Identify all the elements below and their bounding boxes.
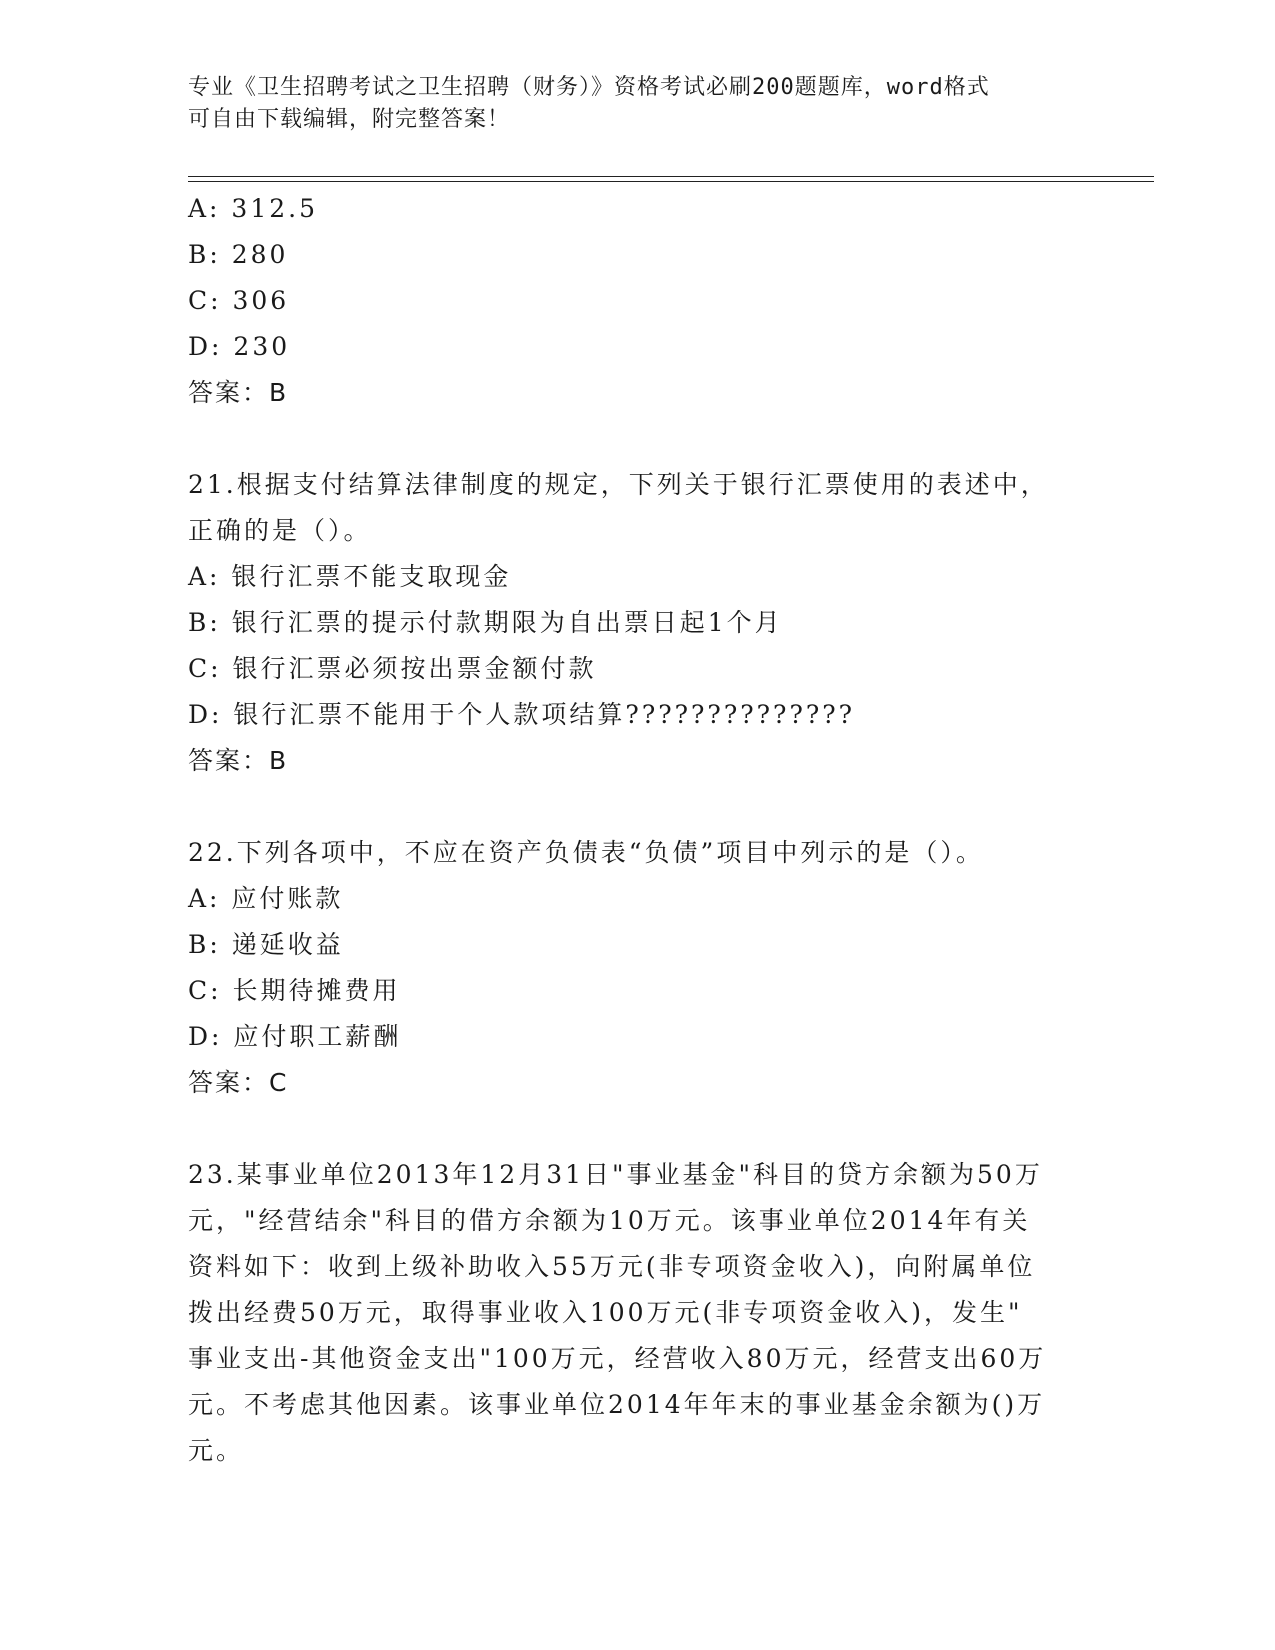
- option-c: C: 306: [188, 286, 290, 315]
- option-d: D: 银行汇票不能用于个人款项结算??????????????: [188, 700, 856, 729]
- option-d: D: 应付职工薪酬: [188, 1022, 402, 1051]
- question-list: [188, 186, 1088, 1474]
- answer-line: 答案：B: [188, 746, 289, 775]
- question-block-21: [188, 462, 1088, 784]
- option-a: A: 312.5: [188, 194, 318, 223]
- question-stem-line: 资料如下：收到上级补助收入55万元(非专项资金收入)，向附属单位: [188, 1252, 1036, 1281]
- question-stem-line: 元。: [188, 1436, 245, 1465]
- question-block-22: [188, 830, 1088, 1106]
- spacer: [188, 1106, 1088, 1152]
- option-d: D: 230: [188, 332, 291, 361]
- option-c: C: 银行汇票必须按出票金额付款: [188, 654, 597, 683]
- header-divider-bottom: [188, 181, 1154, 182]
- question-block-23: [188, 1152, 1088, 1474]
- question-stem-line: 22.下列各项中，不应在资产负债表“负债”项目中列示的是（）。: [188, 838, 984, 867]
- option-b: B: 递延收益: [188, 930, 344, 959]
- header-title-line-1: 专业《卫生招聘考试之卫生招聘（财务）》资格考试必刷200题题库，word格式: [188, 75, 990, 100]
- question-stem-line: 事业支出-其他资金支出"100万元，经营收入80万元，经营支出60万: [188, 1344, 1047, 1373]
- header-divider-top: [188, 176, 1154, 177]
- option-a: A: 银行汇票不能支取现金: [188, 562, 512, 591]
- option-c: C: 长期待摊费用: [188, 976, 401, 1005]
- spacer: [188, 784, 1088, 830]
- question-stem-line: 正确的是（）。: [188, 516, 372, 545]
- option-b: B: 银行汇票的提示付款期限为自出票日起1个月: [188, 608, 783, 637]
- option-b: B: 280: [188, 240, 289, 269]
- question-stem-line: 元，"经营结余"科目的借方余额为10万元。该事业单位2014年有关: [188, 1206, 1031, 1235]
- question-block-20: [188, 186, 1088, 416]
- question-stem-line: 21.根据支付结算法律制度的规定，下列关于银行汇票使用的表述中，: [188, 470, 1049, 499]
- question-stem-line: 元。不考虑其他因素。该事业单位2014年年末的事业基金余额为()万: [188, 1390, 1046, 1419]
- answer-line: 答案：B: [188, 378, 289, 407]
- spacer: [188, 416, 1088, 462]
- question-stem-line: 拨出经费50万元，取得事业收入100万元(非专项资金收入)，发生": [188, 1298, 1023, 1327]
- header-title-line-2: 可自由下载编辑，附完整答案！: [188, 107, 511, 132]
- document-header: [188, 72, 1068, 136]
- answer-line: 答案：C: [188, 1068, 289, 1097]
- option-a: A: 应付账款: [188, 884, 344, 913]
- question-stem-line: 23.某事业单位2013年12月31日"事业基金"科目的贷方余额为50万: [188, 1160, 1043, 1189]
